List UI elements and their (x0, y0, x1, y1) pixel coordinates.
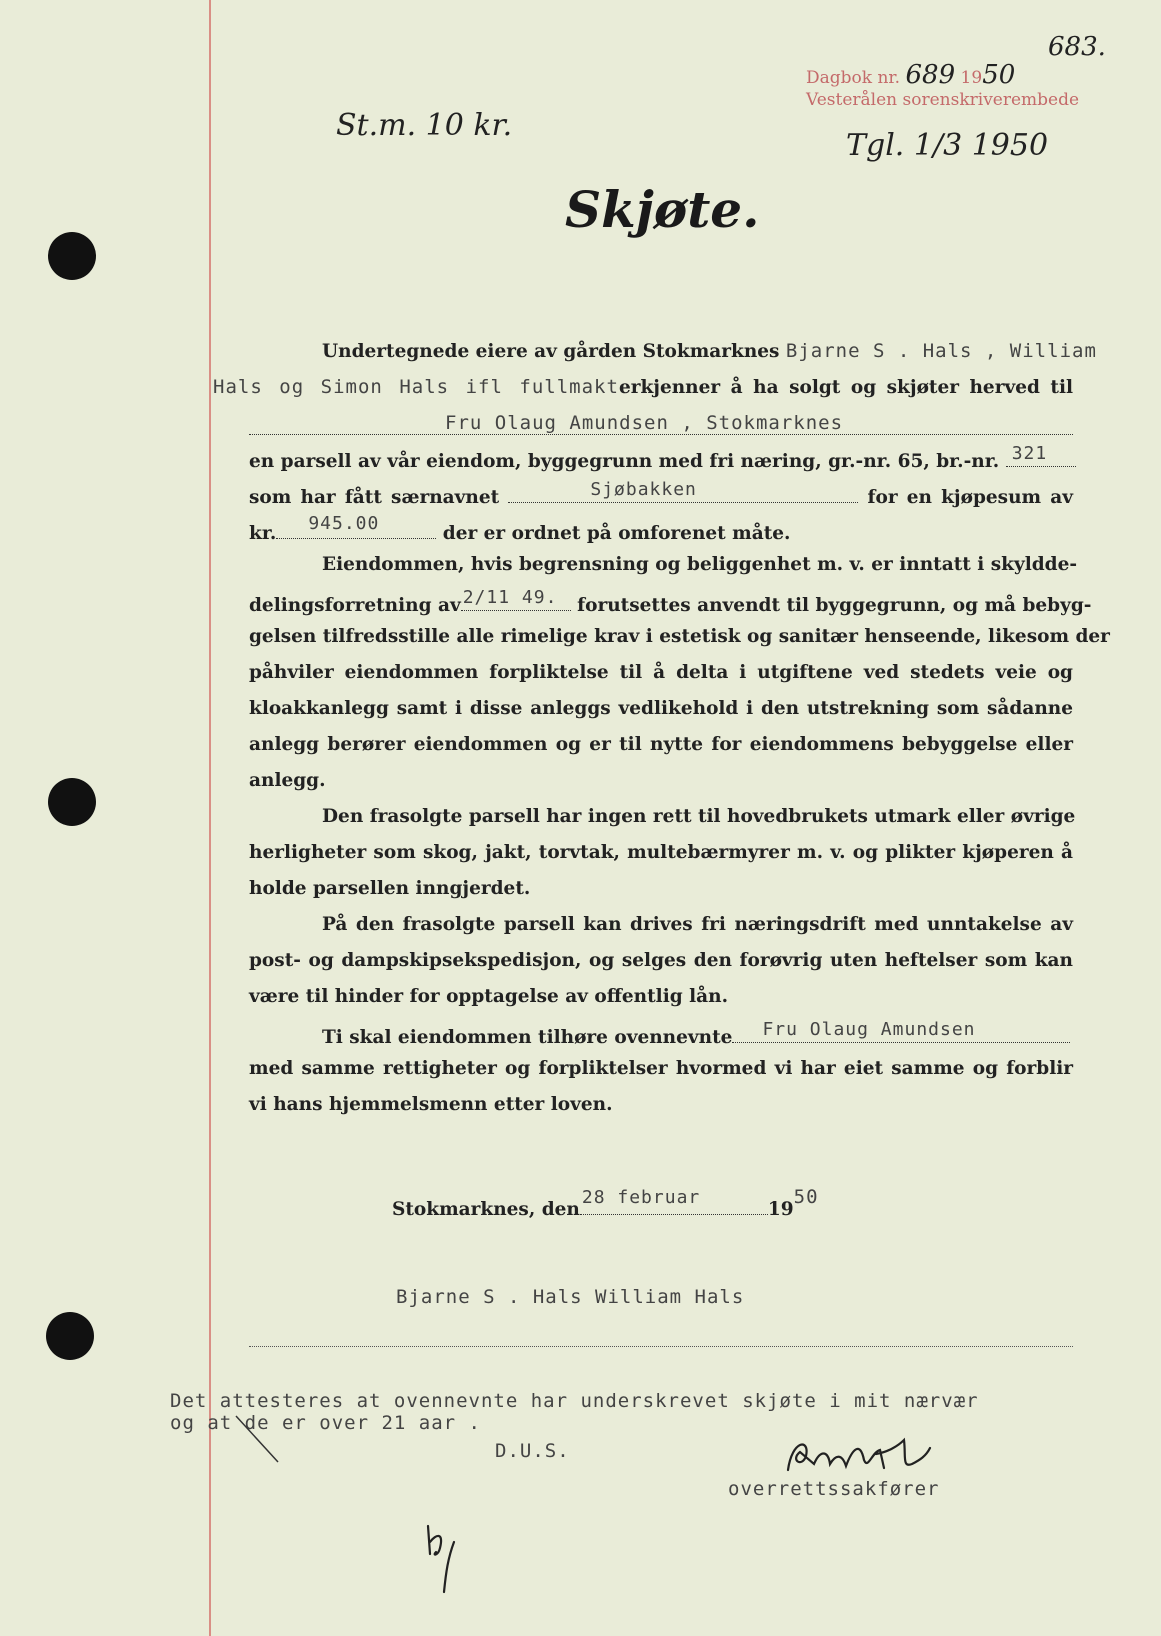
body-line: vi hans hjemmelsmenn etter loven. (249, 1094, 613, 1115)
body-line: anlegg. (249, 770, 326, 791)
body-line: gelsen tilfredsstille alle rimelige krav i estetisk og sanitær henseende, likesom der (249, 626, 1110, 647)
typed-fill: Hals og Simon Hals ifl fullmakt (213, 376, 619, 398)
dagbok-year: 50 (982, 60, 1016, 90)
body-line: holde parsellen inngjerdet. (249, 878, 531, 899)
body-line: med samme rettigheter og forpliktelser hvormed vi har eiet samme og forblir (249, 1058, 1073, 1079)
body-line: Den frasolgte parsell har ingen rett til hovedbrukets utmark eller øvrige (322, 806, 1076, 827)
body-line: påhviler eiendommen forpliktelse til å delta i utgiftene ved stedets veie og (249, 662, 1073, 683)
body-line: en parsell av vår eiendom, byggegrunn med fri næring, gr.-nr. 65, br.-nr. 321 (249, 446, 1073, 472)
pen-stroke (230, 1410, 290, 1470)
fee-note: St.m. 10 kr. (336, 108, 513, 143)
buyer-blank (249, 412, 1073, 435)
date-year-prefix: 19 (767, 1199, 794, 1220)
document-title: Skjøte. (565, 180, 760, 239)
separator-line (249, 1346, 1073, 1347)
body-line: På den frasolgte parsell kan drives fri næringsdrift med unntakelse av (322, 914, 1073, 935)
body-line: delingsforretning av 2/11 49. forutsettes anvendt til byggegrunn, og må bebyg- (249, 587, 1092, 616)
typed-signatures: Bjarne S . Hals William Hals (396, 1286, 745, 1308)
office-stamp: Vesterålen sorenskriverembede (806, 90, 1080, 110)
attestation-title: overrettssakfører (728, 1478, 940, 1500)
typed-fill: 2/11 49. (462, 587, 558, 608)
dagbok-year-prefix: 19 (960, 68, 983, 88)
date-line (392, 1186, 819, 1220)
dagbok-label: Dagbok nr. (806, 68, 901, 88)
typed-fill: Fru Olaug Amundsen , Stokmarknes (445, 412, 844, 434)
date-place: Stokmarknes, den (392, 1199, 580, 1220)
attestation-initials: D.U.S. (495, 1440, 570, 1462)
dagbok-number: 689 (905, 60, 956, 90)
body-line: Ti skal eiendommen tilhøre ovennevnte Fru Olaug Amundsen (322, 1022, 1073, 1048)
body-line: Undertegnede eiere av gården Stokmarknes Bjarne S . Hals , William (322, 340, 1097, 362)
body-line: anlegg berører eiendommen og er til nytte for eiendommens bebyggelse eller (249, 734, 1073, 755)
tinglyst-note: Tgl. 1/3 1950 (846, 128, 1049, 163)
attestation-line-2: og at de er over 21 aar . (170, 1412, 481, 1434)
body-line: herligheter som skog, jakt, torvtak, multebærmyrer m. v. og plikter kjøperen å (249, 842, 1073, 863)
date-day-month: 28 februar (581, 1187, 701, 1208)
punch-hole (48, 778, 96, 826)
body-line: kr. 945.00 der er ordnet på omforenet måte. (249, 513, 791, 544)
typed-fill: 945.00 (308, 513, 380, 534)
typed-fill: Bjarne S . Hals , William (785, 340, 1097, 362)
lawyer-signature (780, 1430, 950, 1480)
typed-fill: Fru Olaug Amundsen (762, 1019, 976, 1040)
handwritten-mark (418, 1512, 468, 1602)
body-line: Eiendommen, hvis begrensning og beliggenhet m. v. er inntatt i skyldde- (322, 554, 1078, 575)
punch-hole (48, 232, 96, 280)
folio-number: 683. (1048, 32, 1106, 62)
body-line: post- og dampskipsekspedisjon, og selges den forøvrig uten heftelser som kan (249, 950, 1073, 971)
body-line: Hals og Simon Hals ifl fullmakterkjenner å ha solgt og skjøter herved til (213, 376, 1074, 398)
date-year: 50 (793, 1186, 819, 1208)
body-line: kloakkanlegg samt i disse anleggs vedlikehold i den utstrekning som sådanne (249, 698, 1073, 719)
attestation-line-1: Det attesteres at ovennevnte har underskrevet skjøte i mit nærvær (170, 1390, 979, 1412)
dagbok-stamp (806, 60, 1015, 90)
body-line: som har fått særnavnet Sjøbakken for en kjøpesum av (249, 479, 1074, 508)
typed-fill: Sjøbakken (590, 479, 697, 500)
body-line: være til hinder for opptagelse av offentlig lån. (249, 986, 729, 1007)
typed-fill: 321 (1011, 443, 1048, 464)
punch-hole (46, 1312, 94, 1360)
